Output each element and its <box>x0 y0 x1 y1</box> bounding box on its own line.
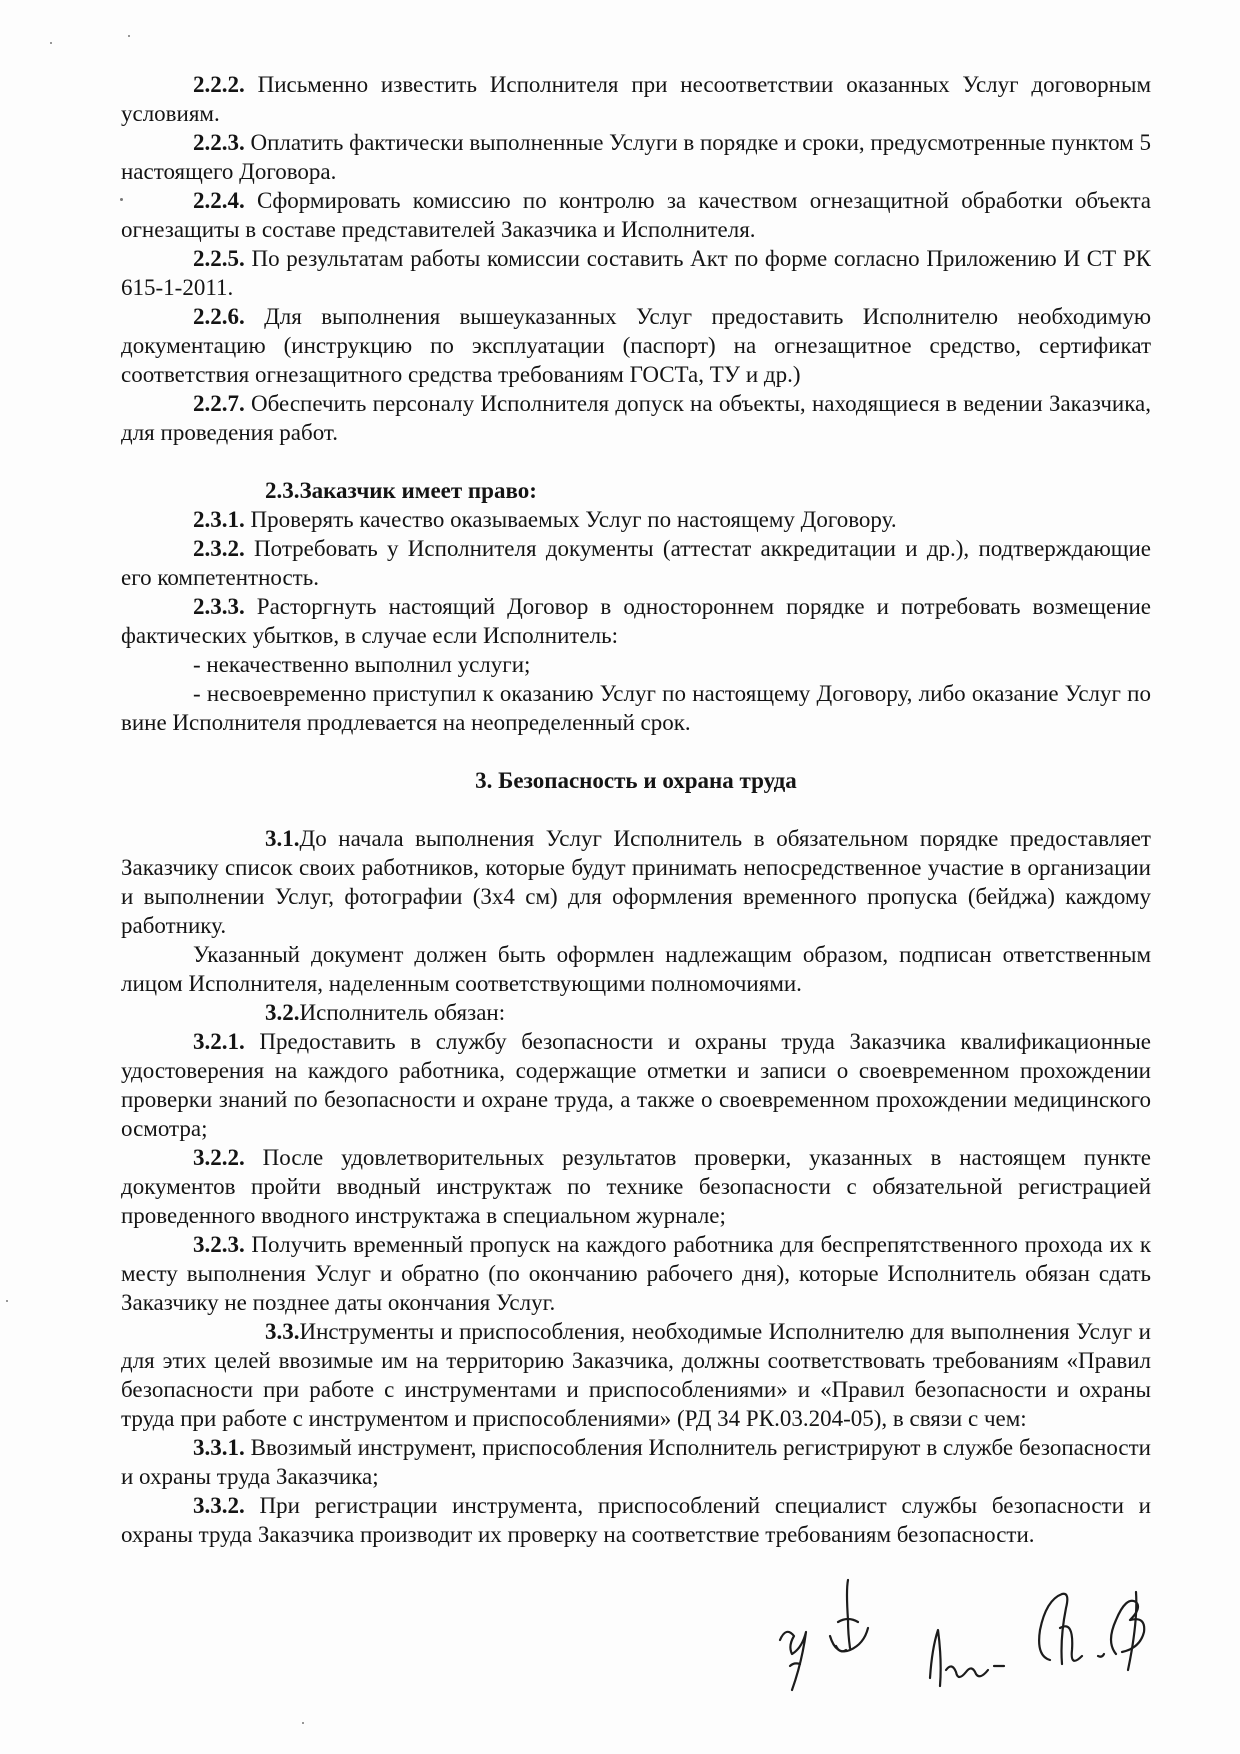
clause-3-1 <box>121 824 1151 940</box>
clause-number: 2.3.2. <box>193 536 245 561</box>
clause-3-2 <box>121 998 1151 1027</box>
section-2-3-heading <box>121 476 1151 505</box>
clause-text: Расторгнуть настоящий Договор в одностороннем порядке и потребовать возмещение фактических убытков, в случае если Исполнитель: <box>121 594 1151 648</box>
bullet-item: - некачественно выполнил услуги; <box>193 652 531 677</box>
clause-number: 2.3.1. <box>193 507 245 532</box>
clause-2-2-3 <box>121 128 1151 186</box>
clause-text: Сформировать комиссию по контролю за качеством огнезащитной обработки объекта огнезащиты в составе представителей Заказчика и Исполнителя. <box>121 188 1151 242</box>
clause-3-3 <box>121 1317 1151 1433</box>
clause-text: Проверять качество оказываемых Услуг по настоящему Договору. <box>244 507 897 532</box>
clause-number: 3.2.2. <box>193 1145 245 1170</box>
spacer <box>121 795 1151 824</box>
clause-2-2-6 <box>121 302 1151 389</box>
clause-text: Предоставить в службу безопасности и охраны труда Заказчика квалификационные удостоверения на каждого работника, содержащие отметки и записи о своевременном прохождении проверки знаний по безопасности и охране труда, а также о своевременном прохождении медицинского осмотра; <box>121 1029 1151 1141</box>
clause-3-1-note: Указанный документ должен быть оформлен надлежащим образом, подписан ответственным лицом Исполнителя, наделенным соответствующими полномочиями. <box>121 942 1151 996</box>
clause-text: Письменно известить Исполнителя при несоответствии оказанных Услуг договорным условиям. <box>121 72 1151 126</box>
signature-stroke <box>1111 1601 1144 1654</box>
clause-number: 2.2.7. <box>193 391 245 416</box>
signature-stroke <box>780 1632 806 1690</box>
clause-number: 2.2.5. <box>193 246 245 271</box>
bullet-item: - несвоевременно приступил к оказанию Услуг по настоящему Договору, либо оказание Услуг по вине Исполнителя продлевается на неопределенный срок. <box>121 681 1151 735</box>
clause-number: 3.2. <box>265 1000 300 1025</box>
clause-text: Получить временный пропуск на каждого работника для беспрепятственного прохода их к месту выполнения Услуг и обратно (по окончанию рабочего дня), которые Исполнитель обязан сдать Заказчику не позднее даты окончания Услуг. <box>121 1232 1151 1315</box>
scan-speck <box>128 35 130 37</box>
clause-number: 2.2.2. <box>193 72 245 97</box>
scan-speck <box>6 1300 8 1302</box>
clause-text: По результатам работы комиссии составить Акт по форме согласно Приложению И СТ РК 615-1-2011. <box>121 246 1151 300</box>
clause-number: 3.2.1. <box>193 1029 245 1054</box>
clause-3-3-1 <box>121 1433 1151 1491</box>
signature-stroke <box>847 1580 850 1648</box>
section-3-heading: 3. Безопасность и охрана труда <box>475 768 797 793</box>
clause-number: 3.3.2. <box>193 1493 245 1518</box>
clause-number: 3.3.1. <box>193 1435 245 1460</box>
clause-text: Для выполнения вышеуказанных Услуг предоставить Исполнителю необходимую документацию (инструкцию по эксплуатации (паспорт) на огнезащитное средство, сертификат соответствия огнезащитного средства требованиям ГОСТа, ТУ и др.) <box>121 304 1151 387</box>
clause-2-2-7 <box>121 389 1151 447</box>
clause-number: 2.2.3. <box>193 130 245 155</box>
clause-text: До начала выполнения Услуг Исполнитель в обязательном порядке предоставляет Заказчику список своих работников, которые будут принимать непосредственное участие в организации и выполнении Услуг, фотографии (3х4 см) для оформления временного пропуска (бейджа) каждому работнику. <box>121 826 1151 938</box>
signature-stroke <box>1098 1654 1104 1657</box>
clause-2-3-3 <box>121 592 1151 650</box>
document-body <box>121 70 1151 1549</box>
handwritten-signatures <box>760 1570 1180 1720</box>
clause-number: 3.3. <box>265 1319 300 1344</box>
scan-speck <box>50 42 52 44</box>
clause-number: 3.1. <box>265 826 300 851</box>
clause-text: После удовлетворительных результатов проверки, указанных в настоящем пункте документов пройти вводный инструктаж по технике безопасности с обязательной регистрацией проведенного вводного инструктажа в специальном журнале; <box>121 1145 1151 1228</box>
clause-text: При регистрации инструмента, приспособлений специалист службы безопасности и охраны труда Заказчика производит их проверку на соответствие требованиям безопасности. <box>121 1493 1151 1547</box>
signature-stroke <box>930 1630 941 1686</box>
scan-speck <box>302 1722 304 1724</box>
clause-3-3-2 <box>121 1491 1151 1549</box>
clause-number: 2.2.4. <box>193 188 245 213</box>
clause-2-2-5 <box>121 244 1151 302</box>
clause-3-2-3 <box>121 1230 1151 1317</box>
clause-text: Исполнитель обязан: <box>299 1000 506 1025</box>
clause-number: 3.2.3. <box>193 1232 245 1257</box>
signature-stroke <box>836 1646 846 1651</box>
spacer <box>121 737 1151 766</box>
clause-text: Оплатить фактически выполненные Услуги в порядке и сроки, предусмотренные пунктом 5 настоящего Договора. <box>121 130 1151 184</box>
section-title: Заказчик имеет право: <box>299 478 537 503</box>
clause-text: Инструменты и приспособления, необходимые Исполнителю для выполнения Услуг и для этих целей ввозимые им на территорию Заказчика, должны соответствовать требованиям «Правил безопасности при работе с инструментами и приспособлениями» и «Правил безопасности и охраны труда при работе с инструментом и приспособлениями» (РД 34 РК.03.204-05), в связи с чем: <box>121 1319 1151 1431</box>
signature-stroke <box>946 1666 988 1677</box>
clause-number: 2.3.3. <box>193 594 245 619</box>
clause-3-2-1 <box>121 1027 1151 1143</box>
clause-2-2-4 <box>121 186 1151 244</box>
clause-2-2-2 <box>121 70 1151 128</box>
signature-stroke <box>1039 1594 1067 1664</box>
section-number: 2.3. <box>265 478 300 503</box>
clause-2-3-2 <box>121 534 1151 592</box>
spacer <box>121 447 1151 476</box>
clause-text: Потребовать у Исполнителя документы (аттестат аккредитации и др.), подтверждающие его компетентность. <box>121 536 1151 590</box>
signature-stroke <box>1128 1592 1136 1670</box>
clause-2-3-1 <box>121 505 1151 534</box>
clause-3-2-2 <box>121 1143 1151 1230</box>
clause-text: Ввозимый инструмент, приспособления Исполнитель регистрируют в службе безопасности и охраны труда Заказчика; <box>121 1435 1151 1489</box>
clause-text: Обеспечить персоналу Исполнителя допуск на объекты, находящиеся в ведении Заказчика, для проведения работ. <box>121 391 1151 445</box>
clause-number: 2.2.6. <box>193 304 245 329</box>
